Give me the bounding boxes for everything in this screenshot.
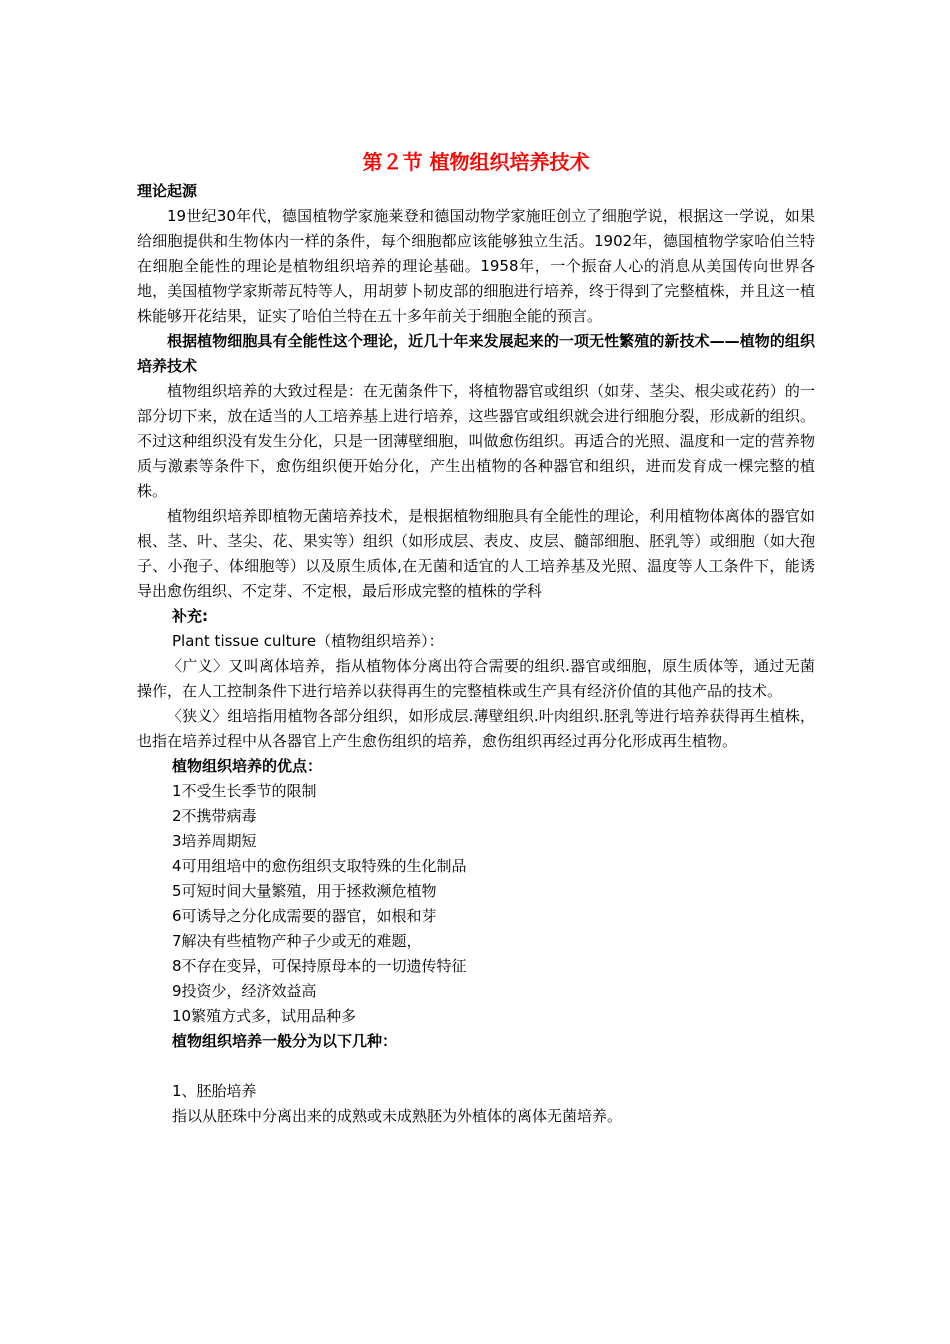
list-item: 6可诱导之分化成需要的器官，如根和芽	[172, 907, 437, 925]
types-heading: 植物组织培养一般分为以下几种：	[172, 1032, 398, 1050]
paragraph-broad-definition: 〈广义〉又叫离体培养，指从植物体分离出符合需要的组织.器官或细胞，原生质体等，通过无菌操作，在人工控制条件下进行培养以获得再生的完整植株或生产具有经济价值的其他产品的技术。	[137, 657, 815, 700]
paragraph-bold-summary: 根据植物细胞具有全能性这个理论，近几十年来发展起来的一项无性繁殖的新技术——植物的组织培养技术	[137, 332, 815, 375]
list-item: 9投资少，经济效益高	[172, 982, 317, 1000]
list-item: 8不存在变异，可保持原母本的一切遗传特征	[172, 957, 467, 975]
list-item: 7解决有些植物产种子少或无的难题，	[172, 932, 422, 950]
section-heading-theory: 理论起源	[137, 182, 198, 200]
list-item: 3培养周期短	[172, 832, 257, 850]
plant-tissue-culture-line: Plant tissue culture（植物组织培养）：	[172, 632, 444, 650]
paragraph-process: 植物组织培养的大致过程是：在无菌条件下，将植物器官或组织（如芽、茎尖、根尖或花药）的一部分切下来，放在适当的人工培养基上进行培养，这些器官或组织就会进行细胞分裂，形成新的组织。不过这种组织没有发生分化，只是一团薄壁细胞，叫做愈伤组织。再适合的光照、温度和一定的营养物质与激素等条件下，愈伤组织便开始分化，产生出植物的各种器官和组织，进而发育成一棵完整的植株。	[137, 382, 815, 500]
page-title: 第２节 植物组织培养技术	[362, 150, 590, 174]
supplement-label: 补充:	[172, 607, 208, 625]
list-item: 1不受生长季节的限制	[172, 782, 317, 800]
list-item: 10繁殖方式多，试用品种多	[172, 1007, 357, 1025]
type-1-description: 指以从胚珠中分离出来的成熟或未成熟胚为外植体的离体无菌培养。	[172, 1107, 623, 1125]
list-item: 2不携带病毒	[172, 807, 257, 825]
document-page	[137, 145, 815, 1129]
paragraph-narrow-definition: 〈狭义〉组培指用植物各部分组织，如形成层.薄壁组织.叶肉组织.胚乳等进行培养获得再生植株，也指在培养过程中从各器官上产生愈伤组织的培养，愈伤组织再经过再分化形成再生植物。	[137, 707, 815, 750]
advantages-list	[137, 779, 815, 1029]
type-1-title: 1、胚胎培养	[172, 1082, 257, 1100]
paragraph-theory: 19世纪30年代，德国植物学家施莱登和德国动物学家施旺创立了细胞学说，根据这一学说，如果给细胞提供和生物体内一样的条件，每个细胞都应该能够独立生活。1902年，德国植物学家哈伯兰特在细胞全能性的理论是植物组织培养的理论基础。1958年，一个振奋人心的消息从美国传向世界各地，美国植物学家斯蒂瓦特等人，用胡萝卜韧皮部的细胞进行培养，终于得到了完整植株，并且这一植株能够开花结果，证实了哈伯兰特在五十多年前关于细胞全能的预言。	[137, 207, 815, 325]
list-item: 4可用组培中的愈伤组织支取特殊的生化制品	[172, 857, 467, 875]
list-item: 5可短时间大量繁殖，用于拯救濒危植物	[172, 882, 437, 900]
advantages-heading: 植物组织培养的优点：	[172, 757, 323, 775]
blank-line	[137, 1054, 815, 1079]
paragraph-definition: 植物组织培养即植物无菌培养技术，是根据植物细胞具有全能性的理论，利用植物体离体的器官如根、茎、叶、茎尖、花、果实等）组织（如形成层、表皮、皮层、髓部细胞、胚乳等）或细胞（如大孢子、小孢子、体细胞等）以及原生质体,在无菌和适宜的人工培养基及光照、温度等人工条件下，能诱导出愈伤组织、不定芽、不定根，最后形成完整的植株的学科	[137, 507, 815, 600]
